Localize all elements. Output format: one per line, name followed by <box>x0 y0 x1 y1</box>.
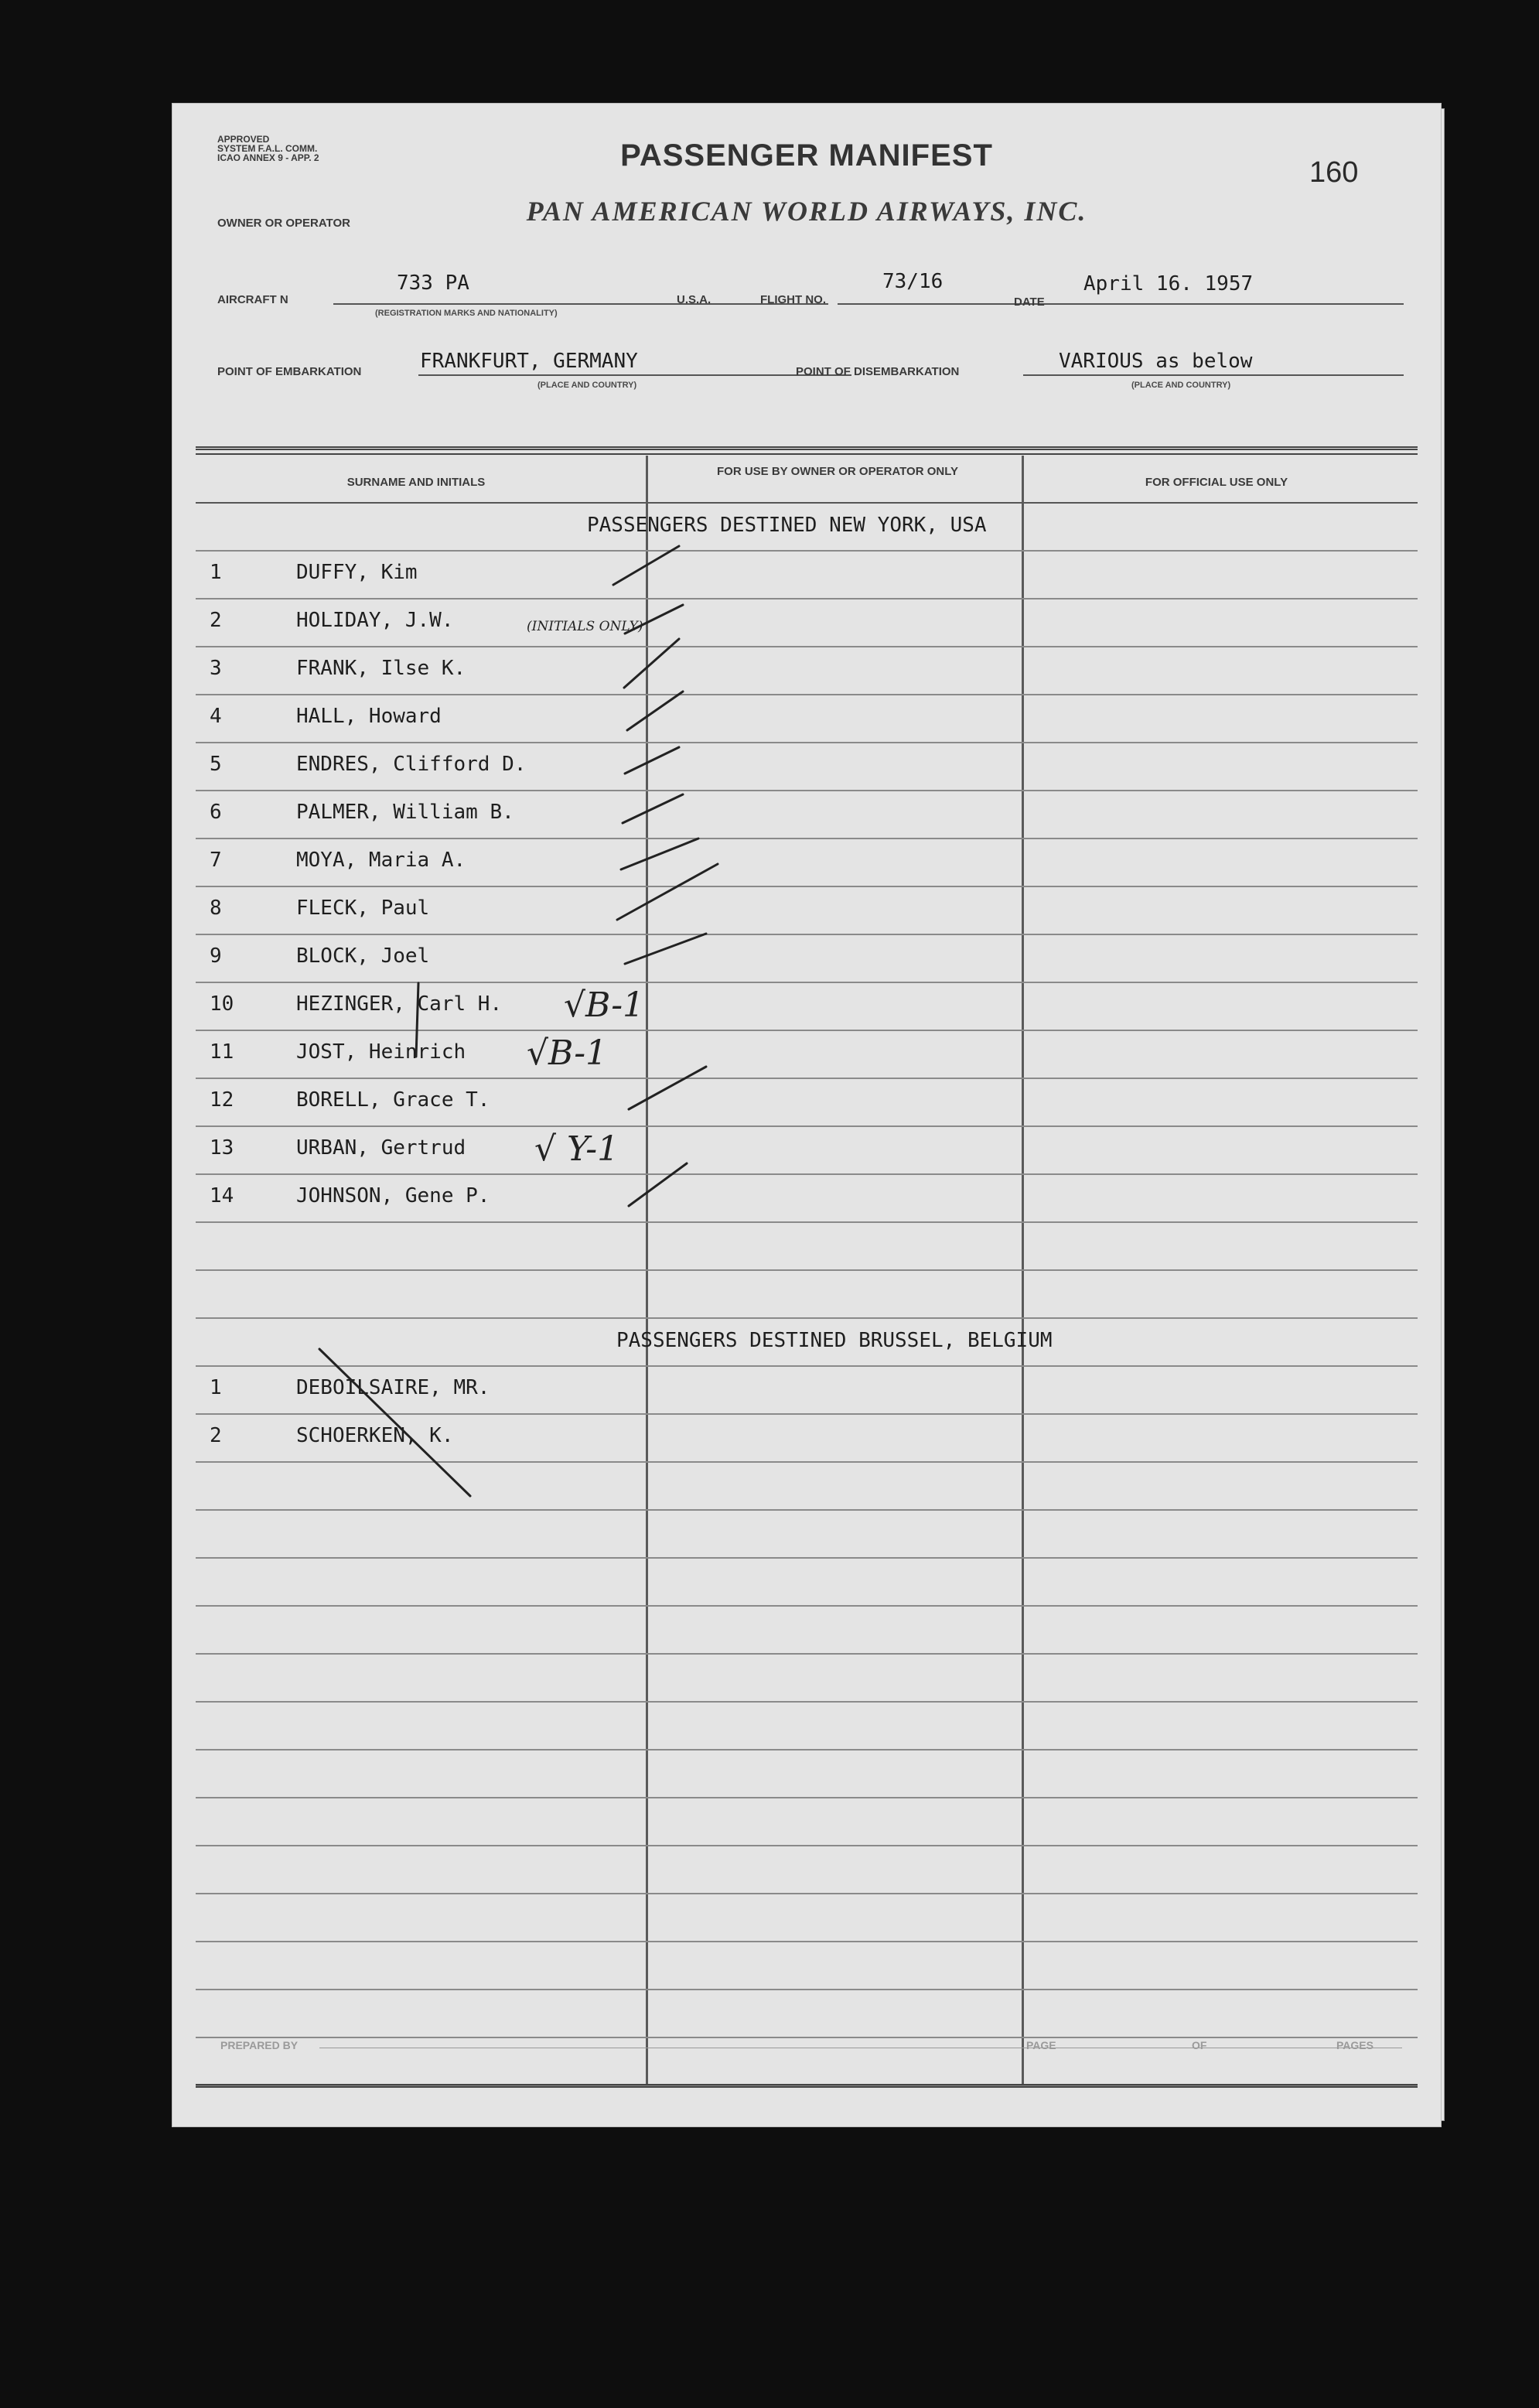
passenger-name: URBAN, Gertrud <box>296 1136 466 1160</box>
row-number: 3 <box>210 657 222 680</box>
passenger-name: JOHNSON, Gene P. <box>296 1184 490 1207</box>
passenger-name: HALL, Howard <box>296 705 442 728</box>
row-number: 8 <box>210 897 222 920</box>
row-number: 5 <box>210 753 222 776</box>
page-number: 160 <box>1309 156 1359 189</box>
embarkation-label: POINT OF EMBARKATION <box>217 365 362 378</box>
tick-mark <box>625 747 679 774</box>
passenger-name: ENDRES, Clifford D. <box>296 753 527 776</box>
tick-mark <box>623 794 683 823</box>
row-number: 6 <box>210 801 222 824</box>
pages-label: PAGES <box>1336 2039 1373 2051</box>
embarkation-value: FRANKFURT, GERMANY <box>420 350 638 373</box>
tick-mark <box>625 605 683 634</box>
row-number: 14 <box>210 1184 234 1207</box>
date-value: April 16. 1957 <box>1083 272 1254 295</box>
column-header-owner-use: FOR USE BY OWNER OR OPERATOR ONLY <box>717 465 958 478</box>
row-number: 2 <box>210 609 222 632</box>
tick-mark <box>617 864 718 920</box>
passenger-name: PALMER, William B. <box>296 801 514 824</box>
aircraft-value: 733 PA <box>397 272 469 295</box>
passenger-name: FLECK, Paul <box>296 897 430 920</box>
passenger-name: HOLIDAY, J.W. <box>296 609 454 632</box>
tick-mark <box>629 1163 687 1206</box>
disembarkation-label: POINT OF DISEMBARKATION <box>796 365 960 378</box>
flight-value: 73/16 <box>882 270 944 293</box>
passenger-name: SCHOERKEN, K. <box>296 1424 454 1447</box>
manifest-sheet <box>172 103 1442 2127</box>
owner-label: OWNER OR OPERATOR <box>217 217 350 230</box>
tick-mark <box>621 839 698 869</box>
page-label: PAGE <box>1026 2039 1056 2051</box>
date-label: DATE <box>1014 295 1045 309</box>
passenger-name: FRANK, Ilse K. <box>296 657 466 680</box>
tick-mark <box>627 692 683 730</box>
passenger-name: JOST, Heinrich <box>296 1040 466 1064</box>
section-new-york: PASSENGERS DESTINED NEW YORK, USA <box>587 514 987 537</box>
registration-caption: (REGISTRATION MARKS AND NATIONALITY) <box>375 309 558 318</box>
column-header-surname: SURNAME AND INITIALS <box>346 476 486 489</box>
handwritten-note: √B-1 <box>527 1033 608 1073</box>
passenger-name: DEBOILSAIRE, MR. <box>296 1376 490 1399</box>
handwritten-note: √B-1 <box>564 985 645 1025</box>
row-number: 7 <box>210 849 222 872</box>
handwritten-initials-note: (INITIALS ONLY) <box>527 619 643 634</box>
stamp-line: APPROVED <box>217 134 270 145</box>
usa-label: U.S.A. <box>677 293 711 306</box>
passenger-name: MOYA, Maria A. <box>296 849 466 872</box>
row-number: 11 <box>210 1040 234 1064</box>
row-number: 1 <box>210 1376 222 1399</box>
flight-label: FLIGHT NO. <box>760 293 826 306</box>
stamp-line: ICAO ANNEX 9 - APP. 2 <box>217 152 319 163</box>
row-number: 12 <box>210 1088 234 1112</box>
row-number: 10 <box>210 992 234 1016</box>
row-number: 2 <box>210 1424 222 1447</box>
tick-mark <box>625 934 706 964</box>
section-brussel: PASSENGERS DESTINED BRUSSEL, BELGIUM <box>616 1329 1053 1352</box>
aircraft-label: AIRCRAFT N <box>217 293 288 306</box>
passenger-name: BORELL, Grace T. <box>296 1088 490 1112</box>
row-number: 9 <box>210 944 222 968</box>
prepared-by-label: PREPARED BY <box>220 2039 299 2051</box>
tick-mark <box>629 1067 706 1109</box>
passenger-name: DUFFY, Kim <box>296 561 418 584</box>
place-caption: (PLACE AND COUNTRY) <box>537 381 637 390</box>
row-number: 1 <box>210 561 222 584</box>
strike-mark <box>319 1349 470 1496</box>
tick-mark <box>624 639 679 688</box>
disembarkation-value: VARIOUS as below <box>1059 350 1253 373</box>
company-name: PAN AMERICAN WORLD AIRWAYS, INC. <box>526 196 1087 227</box>
handwritten-tick-marks <box>172 104 1441 2126</box>
of-label: OF <box>1192 2039 1207 2051</box>
tick-mark <box>613 546 679 585</box>
handwritten-note: √ Y-1 <box>534 1129 619 1169</box>
passenger-name: HEZINGER, Carl H. <box>296 992 503 1016</box>
place-caption: (PLACE AND COUNTRY) <box>1131 381 1231 390</box>
strike-mark <box>416 983 418 1057</box>
stamp-line: SYSTEM F.A.L. COMM. <box>217 143 318 154</box>
passenger-name: BLOCK, Joel <box>296 944 430 968</box>
row-number: 13 <box>210 1136 234 1160</box>
row-number: 4 <box>210 705 222 728</box>
column-header-official-use: FOR OFFICIAL USE ONLY <box>1145 476 1288 489</box>
form-title: PASSENGER MANIFEST <box>620 138 993 172</box>
